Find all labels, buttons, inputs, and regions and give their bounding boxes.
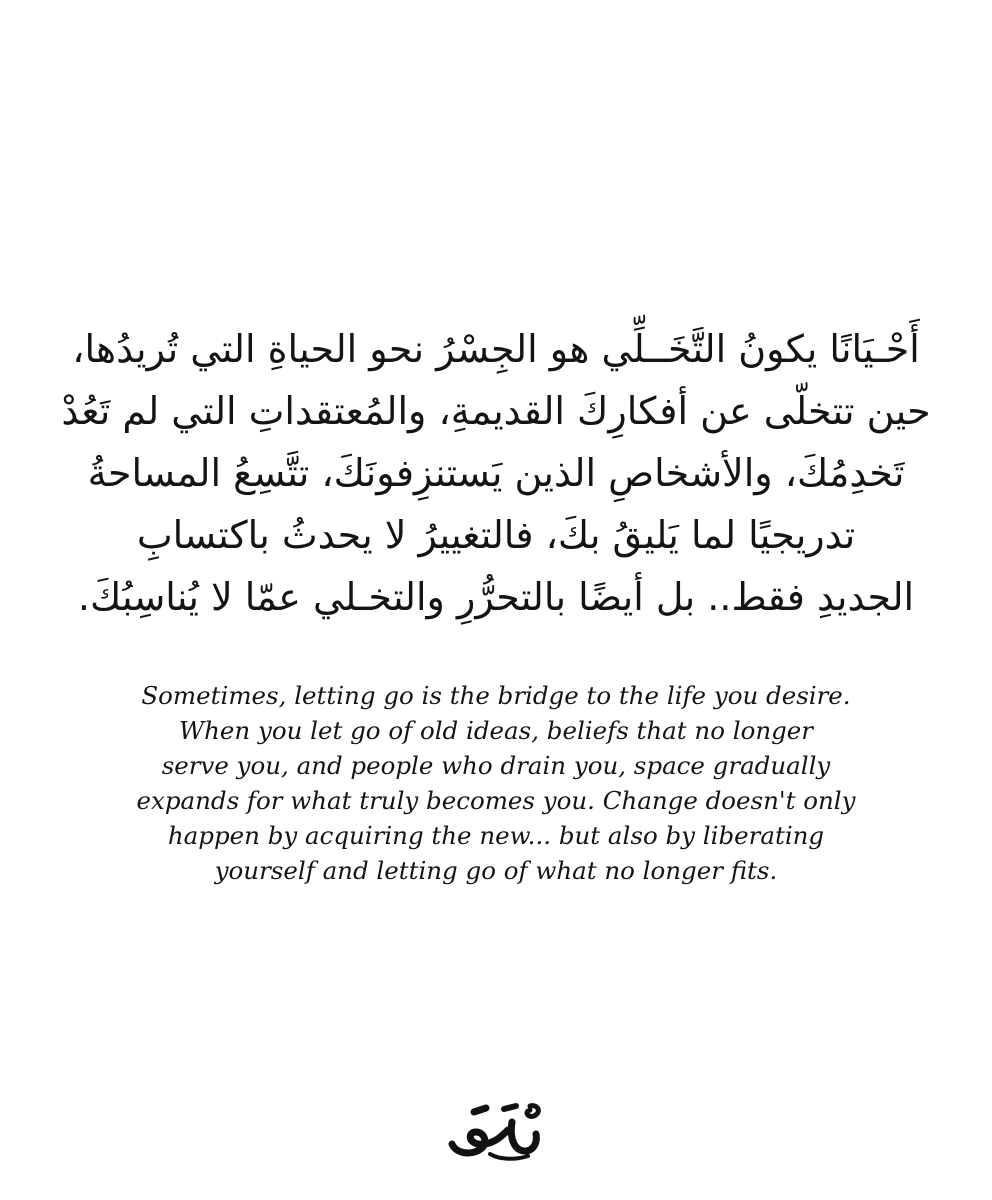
english-translation-line: happen by acquiring the new... but also by liberating	[167, 821, 825, 850]
arabic-quote-line: تَخدِمُكَ، والأشخاصِ الذين يَستنزِفونَكَ، تتَّسِعُ المساحةُ	[87, 451, 905, 495]
arabic-quote-line: حين تتخلّى عن أفكارِكَ القديمةِ، والمُعتقداتِ التي لم تَعُدْ	[61, 389, 931, 433]
english-translation-line: expands for what truly becomes you. Change doesn't only	[136, 786, 856, 815]
english-translation-line: serve you, and people who drain you, space gradually	[161, 751, 831, 780]
calligraphy-logo-icon	[446, 1100, 546, 1164]
english-translation-line: Sometimes, letting go is the bridge to the life you desire.	[141, 681, 851, 710]
arabic-quote-line: أَحْـيَانًا يكونُ التَّخَــلِّي هو الجِسْرُ نحو الحياةِ التي تُريدُها،	[72, 327, 920, 371]
arabic-quote-line: الجديدِ فقط.. بل أيضًا بالتحرُّرِ والتخـلي عمّا لا يُناسِبُكَ.	[77, 575, 915, 619]
english-translation-line: yourself and letting go of what no longer fits.	[214, 856, 778, 885]
arabic-quote-line: تدريجيًا لما يَليقُ بكَ، فالتغييرُ لا يحدثُ باكتسابِ	[136, 513, 856, 557]
arabic-quote	[60, 318, 932, 628]
english-translation	[76, 678, 916, 888]
english-translation-line: When you let go of old ideas, beliefs that no longer	[178, 716, 814, 745]
